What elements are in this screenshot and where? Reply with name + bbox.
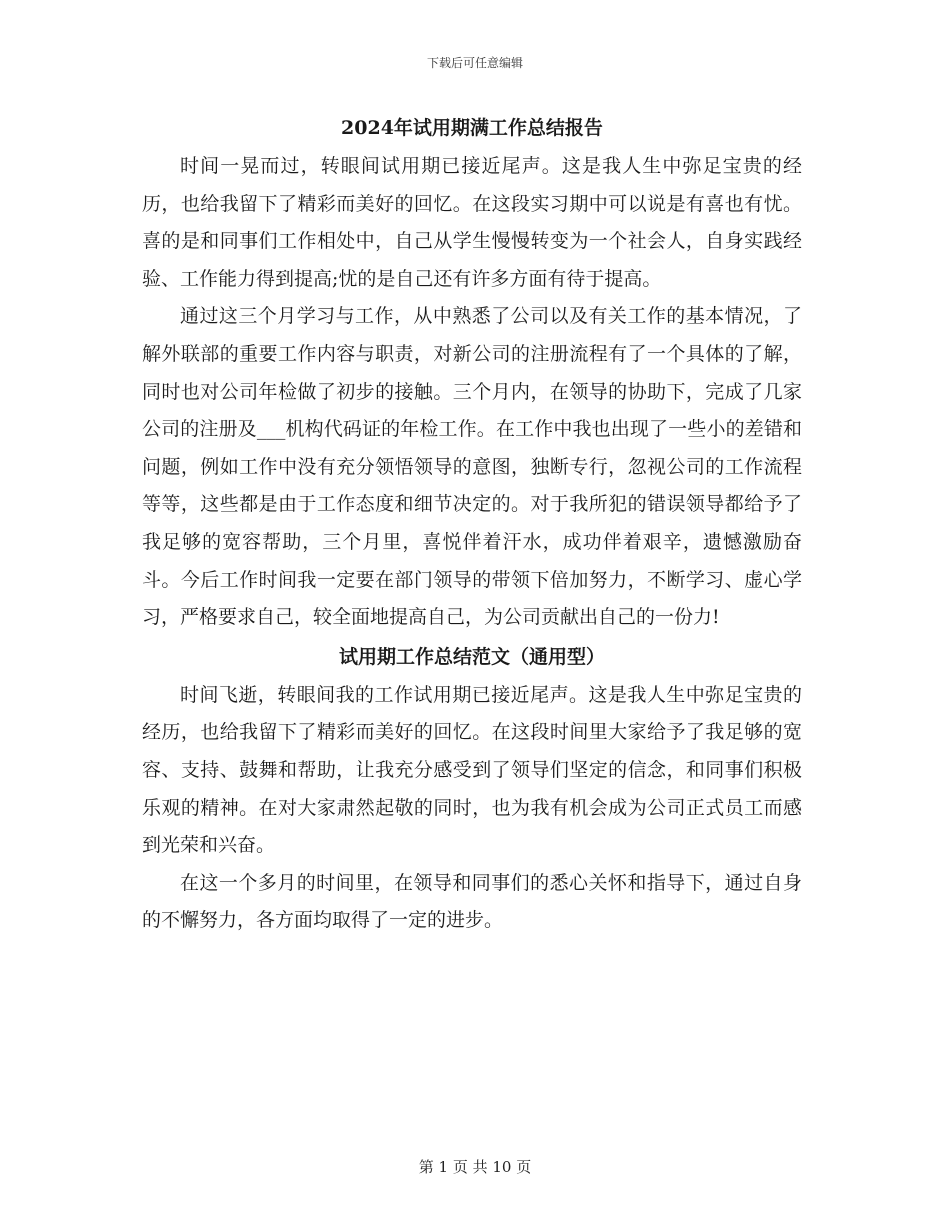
paragraph: 通过这三个月学习与工作，从中熟悉了公司以及有关工作的基本情况，了解外联部的重要工作内容与职责，对新公司的注册流程有了一个具体的了解，同时也对公司年检做了初步的接触。三个月内，在领导的协助下，完成了几家公司的注册及___机构代码证的年检工作。在工作中我也出现了一些小的差错和问题，例如工作中没有充分领悟领导的意图，独断专行，忽视公司的工作流程等等，这些都是由于工作态度和细节决定的。对于我所犯的错误领导都给予了我足够的宽容帮助，三个月里，喜悦伴着汗水，成功伴着艰辛，遗憾激励奋斗。今后工作时间我一定要在部门领导的带领下倍加努力，不断学习、虚心学习，严格要求自己，较全面地提高自己，为公司贡献出自己的一份力! (142, 305, 802, 629)
header-note: 下载后可任意编辑 (426, 56, 523, 70)
paragraph: 在这一个多月的时间里，在领导和同事们的悉心关怀和指导下，通过自身的不懈努力，各方面均取得了一定的进步。 (142, 871, 802, 932)
page-number: 第 1 页 共 10 页 (418, 1158, 532, 1176)
document-body (142, 108, 802, 940)
paragraph: 时间飞逝，转眼间我的工作试用期已接近尾声。这是我人生中弥足宝贵的经历，也给我留下了精彩而美好的回忆。在这段时间里大家给予了我足够的宽容、支持、鼓舞和帮助，让我充分感受到了领导们坚定的信念，和同事们积极乐观的精神。在对大家肃然起敬的同时，也为我有机会成为公司正式员工而感到光荣和兴奋。 (142, 683, 802, 857)
paragraph: 时间一晃而过，转眼间试用期已接近尾声。这是我人生中弥足宝贵的经历，也给我留下了精彩而美好的回忆。在这段实习期中可以说是有喜也有忧。喜的是和同事们工作相处中，自己从学生慢慢转变为一个社会人，自身实践经验、工作能力得到提高;忧的是自己还有许多方面有待于提高。 (142, 155, 802, 290)
section-title-2: 试用期工作总结范文（通用型） (338, 645, 605, 668)
section-title-1: 2024年试用期满工作总结报告 (341, 117, 603, 139)
